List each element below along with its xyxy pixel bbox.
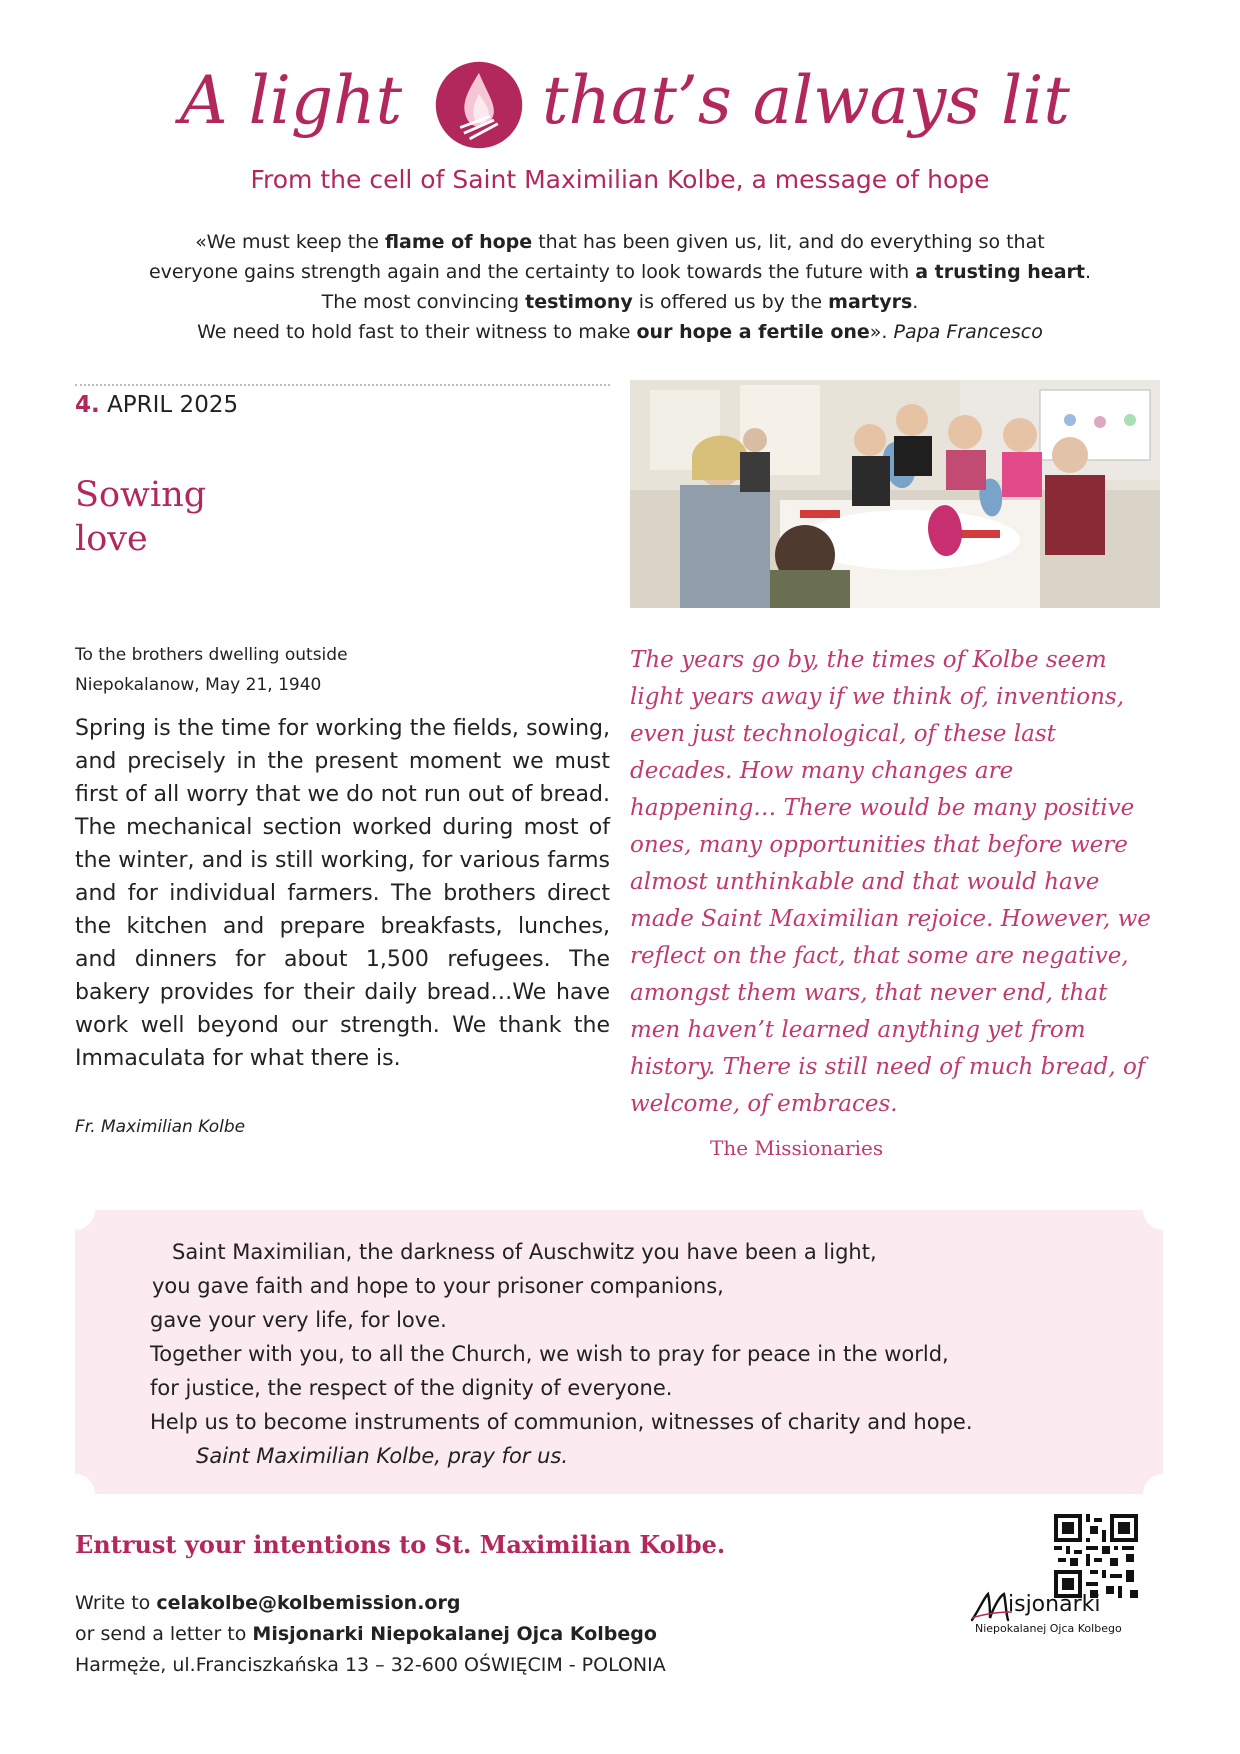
contact-address: Harmęże, ul.Franciszkańska 13 – 32-600 OŚWIĘCIM - POLONIA bbox=[75, 1654, 666, 1676]
quote-text: that has been given us, lit, and do everything so that bbox=[532, 231, 1045, 253]
misjonarki-logo bbox=[970, 1590, 1160, 1645]
quote-emphasis: our hope a fertile one bbox=[636, 321, 870, 343]
letter-recipient: To the brothers dwelling outside bbox=[75, 645, 348, 665]
brand-name: isjonarki bbox=[1008, 1592, 1101, 1617]
section-title bbox=[75, 473, 375, 561]
flame-logo-icon bbox=[432, 58, 526, 152]
quote-text: everyone gains strength again and the certainty to look towards the future with bbox=[148, 261, 916, 283]
letter-signature: Fr. Maximilian Kolbe bbox=[75, 1117, 246, 1137]
group-meal-photo bbox=[630, 380, 1160, 608]
contact-org-name: Misjonarki Niepokalanej Ojca Kolbego bbox=[252, 1623, 657, 1645]
prayer-line: Saint Maximilian, the darkness of Auschwitz you have been a light, bbox=[172, 1240, 877, 1264]
quote-text: is offered us by the bbox=[632, 291, 829, 313]
letter-body: Spring is the time for working the fields, sowing, and precisely in the present moment we must first of all worry that we do not run out of bread. The mechanical section worked during most of the winter, and is still working, for various farms and for individual farmers. The brothers direct the kitchen and prepare breakfasts, lunches, and dinners for about 1,500 refugees. The bakery provides for their daily bread…We have work well beyond our strength. We thank the Immaculata for what there is. bbox=[75, 716, 610, 1071]
quote-emphasis: a trusting heart bbox=[915, 261, 1085, 283]
contact-email-link[interactable]: celakolbe@kolbemission.org bbox=[156, 1592, 461, 1614]
section-title-line: love bbox=[75, 519, 148, 559]
quote-text: ». bbox=[869, 321, 894, 343]
masthead-subtitle: From the cell of Saint Maximilian Kolbe, a message of hope bbox=[250, 165, 990, 194]
prayer-line: for justice, the respect of the dignity of everyone. bbox=[150, 1376, 673, 1400]
letter-place-date: Niepokalanow, May 21, 1940 bbox=[75, 675, 322, 695]
contact-letter-prefix: or send a letter to bbox=[75, 1623, 253, 1645]
letter-heading bbox=[75, 640, 348, 700]
brand-subtitle: Niepokalanej Ojca Kolbego bbox=[975, 1622, 1122, 1635]
quote-text: We need to hold fast to their witness to make bbox=[197, 321, 637, 343]
masthead bbox=[0, 58, 1240, 168]
pope-quote bbox=[110, 227, 1130, 347]
issue-month-year: APRIL 2025 bbox=[107, 392, 239, 418]
quote-emphasis: martyrs bbox=[828, 291, 913, 313]
issue-day: 4. bbox=[75, 392, 100, 418]
masthead-title-right: that’s always lit bbox=[542, 62, 1070, 139]
section-title-line: Sowing bbox=[75, 475, 207, 515]
prayer-line: you gave faith and hope to your prisoner companions, bbox=[152, 1274, 724, 1298]
prayer-line: Help us to become instruments of communion, witnesses of charity and hope. bbox=[150, 1410, 973, 1434]
prayer-line: Together with you, to all the Church, we wish to pray for peace in the world, bbox=[150, 1342, 949, 1366]
qr-code-icon[interactable] bbox=[1054, 1514, 1138, 1598]
quote-emphasis: testimony bbox=[525, 291, 633, 313]
contact-info bbox=[75, 1588, 666, 1681]
masthead-title-left: A light bbox=[180, 62, 403, 139]
section-divider bbox=[75, 384, 610, 386]
quote-author: Papa Francesco bbox=[893, 321, 1043, 343]
prayer-closing: Saint Maximilian Kolbe, pray for us. bbox=[196, 1444, 569, 1468]
quote-text: . bbox=[1084, 261, 1092, 283]
quote-emphasis: flame of hope bbox=[384, 231, 533, 253]
quote-text: The most convincing bbox=[321, 291, 526, 313]
prayer-text bbox=[150, 1235, 1050, 1473]
entrust-heading: Entrust your intentions to St. Maximilian Kolbe. bbox=[75, 1530, 726, 1559]
issue-date bbox=[75, 392, 238, 418]
missionaries-reflection: The years go by, the times of Kolbe seem light years away if we think of, inventions, even just technological, of these last decades. How many changes are happening… There would be many positive ones, many opportunities that before were almost unthinkable and that would have made Saint Maximilian rejoice. However, we reflect on the fact, that some are negative, amongst them wars, that never end, that men haven’t learned anything yet from history. There is still need of much bread, of welcome, of embraces. bbox=[630, 647, 1151, 1117]
prayer-line: gave your very life, for love. bbox=[150, 1308, 447, 1332]
reflection-author: The Missionaries bbox=[710, 1136, 884, 1160]
contact-write-prefix: Write to bbox=[75, 1592, 157, 1614]
quote-text: «We must keep the bbox=[195, 231, 385, 253]
quote-text: . bbox=[912, 291, 919, 313]
